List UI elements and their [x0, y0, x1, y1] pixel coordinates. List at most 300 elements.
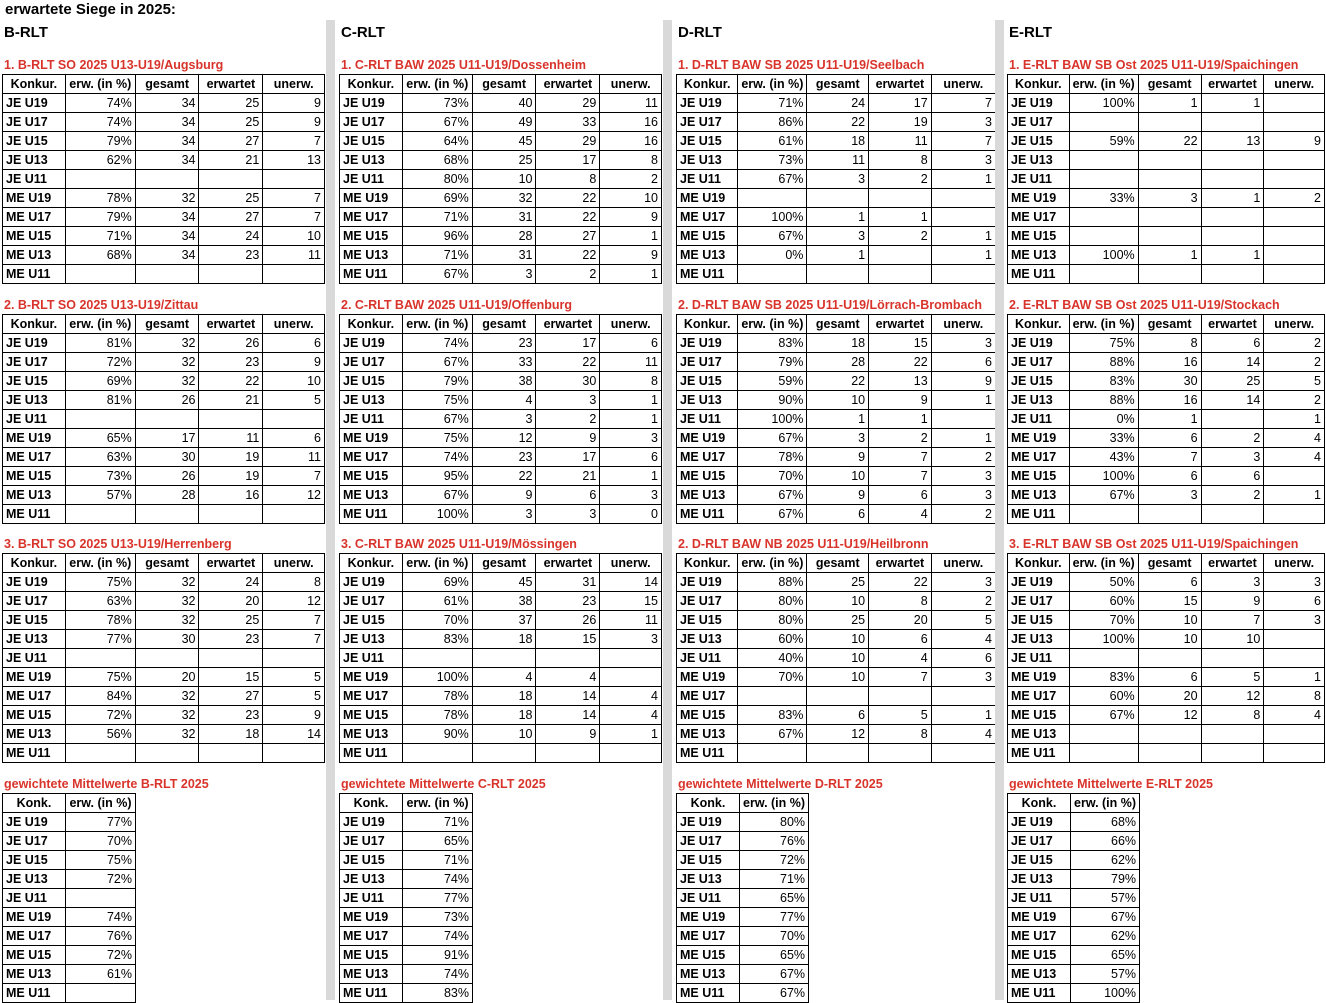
value-cell[interactable]: 22	[536, 208, 600, 227]
value-cell[interactable]: 15	[199, 668, 263, 687]
value-cell[interactable]: 1	[1264, 486, 1325, 505]
category-cell[interactable]: JE U13	[340, 630, 403, 649]
category-cell[interactable]: JE U15	[340, 611, 403, 630]
category-cell[interactable]: ME U11	[677, 265, 738, 284]
value-cell[interactable]: 10	[807, 592, 869, 611]
category-cell[interactable]: ME U19	[677, 429, 738, 448]
value-cell[interactable]: 32	[135, 353, 199, 372]
category-cell[interactable]: ME U13	[340, 246, 403, 265]
value-cell[interactable]: 6	[536, 486, 600, 505]
value-cell[interactable]: 13	[869, 372, 932, 391]
value-cell[interactable]: 17	[536, 334, 600, 353]
value-cell[interactable]: 96%	[402, 227, 472, 246]
value-cell[interactable]: 67%	[1069, 706, 1138, 725]
category-cell[interactable]: JE U17	[340, 592, 403, 611]
category-cell[interactable]: ME U19	[340, 908, 403, 927]
value-cell[interactable]: 10	[1138, 630, 1201, 649]
category-cell[interactable]: ME U19	[3, 429, 66, 448]
value-cell[interactable]: 17	[869, 94, 932, 113]
value-cell[interactable]: 25	[807, 611, 869, 630]
value-cell[interactable]: 62%	[1071, 927, 1140, 946]
value-cell[interactable]: 67%	[1071, 908, 1140, 927]
value-cell[interactable]: 4	[600, 706, 662, 725]
value-cell[interactable]: 65%	[740, 889, 809, 908]
header-cell[interactable]: erw. (in %)	[738, 75, 807, 94]
value-cell[interactable]	[1069, 151, 1138, 170]
value-cell[interactable]: 66%	[1071, 832, 1140, 851]
value-cell[interactable]: 12	[807, 725, 869, 744]
value-cell[interactable]: 14	[536, 687, 600, 706]
value-cell[interactable]: 28	[135, 486, 199, 505]
value-cell[interactable]	[402, 649, 472, 668]
value-cell[interactable]	[1069, 265, 1138, 284]
value-cell[interactable]: 83%	[402, 630, 472, 649]
value-cell[interactable]: 77%	[403, 889, 473, 908]
header-cell[interactable]: gesamt	[807, 315, 869, 334]
header-cell[interactable]: erwartet	[1201, 315, 1264, 334]
value-cell[interactable]: 9	[263, 706, 325, 725]
header-cell[interactable]: erwartet	[199, 75, 263, 94]
value-cell[interactable]: 6	[869, 630, 932, 649]
value-cell[interactable]: 65%	[1071, 946, 1140, 965]
value-cell[interactable]	[65, 265, 135, 284]
value-cell[interactable]: 9	[807, 448, 869, 467]
value-cell[interactable]: 30	[536, 372, 600, 391]
value-cell[interactable]: 79%	[738, 353, 807, 372]
value-cell[interactable]: 9	[263, 113, 325, 132]
header-cell[interactable]: Konkur.	[1008, 315, 1070, 334]
value-cell[interactable]: 2	[931, 592, 995, 611]
category-cell[interactable]: ME U17	[340, 208, 403, 227]
value-cell[interactable]: 8	[600, 372, 662, 391]
value-cell[interactable]	[1264, 744, 1325, 763]
value-cell[interactable]: 1	[869, 410, 932, 429]
value-cell[interactable]: 83%	[1069, 668, 1138, 687]
value-cell[interactable]: 100%	[1069, 467, 1138, 486]
value-cell[interactable]	[1264, 246, 1325, 265]
value-cell[interactable]: 80%	[740, 813, 809, 832]
header-cell[interactable]: gesamt	[472, 75, 536, 94]
value-cell[interactable]: 100%	[1071, 984, 1140, 1003]
value-cell[interactable]: 31	[472, 208, 536, 227]
category-cell[interactable]: ME U15	[1008, 946, 1071, 965]
value-cell[interactable]: 18	[807, 334, 869, 353]
value-cell[interactable]: 59%	[738, 372, 807, 391]
value-cell[interactable]: 78%	[738, 448, 807, 467]
value-cell[interactable]: 83%	[403, 984, 473, 1003]
category-cell[interactable]: ME U13	[1008, 965, 1071, 984]
value-cell[interactable]: 10	[807, 630, 869, 649]
value-cell[interactable]: 26	[135, 391, 199, 410]
value-cell[interactable]: 12	[263, 592, 325, 611]
value-cell[interactable]: 28	[807, 353, 869, 372]
value-cell[interactable]: 57%	[65, 486, 135, 505]
header-cell[interactable]: erw. (in %)	[1069, 554, 1138, 573]
category-cell[interactable]: JE U17	[1008, 592, 1070, 611]
value-cell[interactable]	[1138, 505, 1201, 524]
value-cell[interactable]	[536, 649, 600, 668]
category-cell[interactable]: JE U17	[340, 113, 403, 132]
value-cell[interactable]: 24	[807, 94, 869, 113]
value-cell[interactable]: 30	[135, 448, 199, 467]
value-cell[interactable]: 88%	[1069, 391, 1138, 410]
header-cell[interactable]: unerw.	[1264, 75, 1325, 94]
value-cell[interactable]: 11	[199, 429, 263, 448]
category-cell[interactable]: ME U17	[677, 448, 738, 467]
value-cell[interactable]	[807, 265, 869, 284]
header-cell[interactable]: unerw.	[931, 554, 995, 573]
header-cell[interactable]: Konk.	[340, 794, 403, 813]
value-cell[interactable]: 2	[931, 448, 995, 467]
category-cell[interactable]: JE U15	[1008, 372, 1070, 391]
value-cell[interactable]	[1138, 265, 1201, 284]
value-cell[interactable]: 25	[199, 611, 263, 630]
value-cell[interactable]: 19	[869, 113, 932, 132]
header-cell[interactable]: erw. (in %)	[738, 554, 807, 573]
category-cell[interactable]: JE U11	[3, 649, 66, 668]
header-cell[interactable]: erw. (in %)	[65, 315, 135, 334]
category-cell[interactable]: ME U19	[340, 189, 403, 208]
category-cell[interactable]: JE U11	[677, 649, 738, 668]
value-cell[interactable]: 9	[263, 353, 325, 372]
value-cell[interactable]: 6	[1201, 467, 1264, 486]
category-cell[interactable]: ME U15	[677, 467, 738, 486]
value-cell[interactable]: 2	[600, 170, 662, 189]
value-cell[interactable]: 1	[931, 706, 995, 725]
value-cell[interactable]	[1069, 208, 1138, 227]
value-cell[interactable]: 4	[931, 725, 995, 744]
value-cell[interactable]: 9	[600, 246, 662, 265]
value-cell[interactable]: 100%	[1069, 94, 1138, 113]
value-cell[interactable]: 4	[472, 391, 536, 410]
value-cell[interactable]	[1069, 505, 1138, 524]
value-cell[interactable]: 12	[1201, 687, 1264, 706]
value-cell[interactable]: 79%	[1071, 870, 1140, 889]
value-cell[interactable]: 71%	[740, 870, 809, 889]
category-cell[interactable]: ME U15	[677, 946, 740, 965]
value-cell[interactable]: 3	[1201, 573, 1264, 592]
category-cell[interactable]: ME U13	[1008, 246, 1070, 265]
category-cell[interactable]: JE U15	[1008, 611, 1070, 630]
value-cell[interactable]: 10	[472, 170, 536, 189]
value-cell[interactable]: 33	[536, 113, 600, 132]
value-cell[interactable]	[65, 744, 135, 763]
category-cell[interactable]: ME U15	[677, 227, 738, 246]
value-cell[interactable]: 1	[869, 208, 932, 227]
value-cell[interactable]	[65, 170, 135, 189]
value-cell[interactable]: 77%	[740, 908, 809, 927]
header-cell[interactable]: erw. (in %)	[738, 315, 807, 334]
value-cell[interactable]: 74%	[402, 448, 472, 467]
category-cell[interactable]: ME U13	[677, 965, 740, 984]
value-cell[interactable]: 28	[472, 227, 536, 246]
category-cell[interactable]: ME U17	[3, 448, 66, 467]
value-cell[interactable]: 71%	[402, 246, 472, 265]
value-cell[interactable]	[869, 246, 932, 265]
value-cell[interactable]: 10	[807, 649, 869, 668]
header-cell[interactable]: unerw.	[263, 315, 325, 334]
category-cell[interactable]: ME U15	[340, 227, 403, 246]
category-cell[interactable]: JE U17	[3, 592, 66, 611]
value-cell[interactable]: 16	[600, 113, 662, 132]
value-cell[interactable]: 84%	[65, 687, 135, 706]
value-cell[interactable]: 69%	[402, 573, 472, 592]
value-cell[interactable]: 67%	[402, 265, 472, 284]
category-cell[interactable]: ME U13	[340, 965, 403, 984]
value-cell[interactable]: 22	[807, 113, 869, 132]
category-cell[interactable]: JE U15	[1008, 132, 1070, 151]
value-cell[interactable]: 5	[931, 611, 995, 630]
value-cell[interactable]: 10	[807, 668, 869, 687]
value-cell[interactable]: 2	[1264, 334, 1325, 353]
value-cell[interactable]: 86%	[738, 113, 807, 132]
value-cell[interactable]: 22	[536, 189, 600, 208]
category-cell[interactable]: ME U11	[340, 984, 403, 1003]
value-cell[interactable]: 11	[263, 246, 325, 265]
value-cell[interactable]: 32	[472, 189, 536, 208]
value-cell[interactable]	[1069, 113, 1138, 132]
value-cell[interactable]: 78%	[65, 611, 135, 630]
category-cell[interactable]: JE U15	[677, 611, 738, 630]
value-cell[interactable]: 45	[472, 132, 536, 151]
value-cell[interactable]	[1138, 649, 1201, 668]
category-cell[interactable]: JE U13	[340, 391, 403, 410]
value-cell[interactable]: 29	[536, 94, 600, 113]
value-cell[interactable]	[536, 744, 600, 763]
value-cell[interactable]: 7	[1201, 611, 1264, 630]
value-cell[interactable]: 6	[1138, 429, 1201, 448]
value-cell[interactable]	[135, 170, 199, 189]
value-cell[interactable]: 11	[263, 448, 325, 467]
value-cell[interactable]: 32	[135, 687, 199, 706]
value-cell[interactable]: 69%	[65, 372, 135, 391]
category-cell[interactable]: ME U17	[677, 927, 740, 946]
category-cell[interactable]: ME U11	[3, 265, 66, 284]
value-cell[interactable]: 24	[199, 573, 263, 592]
value-cell[interactable]: 0	[600, 505, 662, 524]
value-cell[interactable]: 3	[600, 630, 662, 649]
category-cell[interactable]: ME U17	[340, 448, 403, 467]
value-cell[interactable]	[807, 189, 869, 208]
value-cell[interactable]: 68%	[402, 151, 472, 170]
value-cell[interactable]: 81%	[65, 391, 135, 410]
value-cell[interactable]: 73%	[738, 151, 807, 170]
value-cell[interactable]: 8	[1264, 687, 1325, 706]
header-cell[interactable]: erwartet	[1201, 75, 1264, 94]
header-cell[interactable]: erwartet	[869, 75, 932, 94]
value-cell[interactable]: 67%	[738, 429, 807, 448]
value-cell[interactable]: 61%	[738, 132, 807, 151]
category-cell[interactable]: JE U15	[677, 851, 740, 870]
category-cell[interactable]: ME U13	[1008, 486, 1070, 505]
value-cell[interactable]: 16	[199, 486, 263, 505]
value-cell[interactable]: 7	[263, 208, 325, 227]
category-cell[interactable]: JE U17	[340, 832, 403, 851]
value-cell[interactable]	[1069, 725, 1138, 744]
value-cell[interactable]	[869, 189, 932, 208]
value-cell[interactable]: 3	[472, 505, 536, 524]
category-cell[interactable]: JE U19	[1008, 94, 1070, 113]
value-cell[interactable]	[869, 744, 932, 763]
value-cell[interactable]: 4	[1264, 429, 1325, 448]
value-cell[interactable]: 6	[263, 334, 325, 353]
value-cell[interactable]: 34	[135, 151, 199, 170]
value-cell[interactable]: 32	[135, 706, 199, 725]
value-cell[interactable]: 29	[536, 132, 600, 151]
category-cell[interactable]: JE U11	[677, 170, 738, 189]
category-cell[interactable]: ME U17	[677, 208, 738, 227]
value-cell[interactable]: 25	[807, 573, 869, 592]
value-cell[interactable]	[1201, 227, 1264, 246]
value-cell[interactable]: 21	[199, 151, 263, 170]
value-cell[interactable]: 1	[931, 391, 995, 410]
value-cell[interactable]	[1138, 744, 1201, 763]
value-cell[interactable]: 67%	[738, 505, 807, 524]
value-cell[interactable]: 25	[472, 151, 536, 170]
value-cell[interactable]: 6	[931, 649, 995, 668]
value-cell[interactable]: 7	[869, 467, 932, 486]
value-cell[interactable]: 75%	[65, 573, 135, 592]
header-cell[interactable]: Konkur.	[340, 75, 403, 94]
value-cell[interactable]: 75%	[65, 668, 135, 687]
category-cell[interactable]: JE U17	[677, 353, 738, 372]
value-cell[interactable]	[1201, 744, 1264, 763]
value-cell[interactable]: 1	[600, 410, 662, 429]
value-cell[interactable]: 78%	[402, 687, 472, 706]
value-cell[interactable]: 22	[536, 246, 600, 265]
category-cell[interactable]: JE U13	[340, 151, 403, 170]
value-cell[interactable]	[199, 265, 263, 284]
value-cell[interactable]: 1	[1201, 246, 1264, 265]
header-cell[interactable]: unerw.	[600, 75, 662, 94]
value-cell[interactable]	[931, 744, 995, 763]
header-cell[interactable]: unerw.	[263, 75, 325, 94]
value-cell[interactable]: 63%	[65, 448, 135, 467]
value-cell[interactable]: 16	[1138, 391, 1201, 410]
value-cell[interactable]: 27	[199, 208, 263, 227]
category-cell[interactable]: JE U13	[1008, 870, 1071, 889]
value-cell[interactable]: 65%	[65, 429, 135, 448]
value-cell[interactable]: 6	[807, 505, 869, 524]
value-cell[interactable]: 3	[931, 486, 995, 505]
category-cell[interactable]: JE U19	[1008, 334, 1070, 353]
value-cell[interactable]: 6	[1138, 573, 1201, 592]
header-cell[interactable]: erw. (in %)	[1069, 75, 1138, 94]
value-cell[interactable]: 3	[472, 410, 536, 429]
header-cell[interactable]: erw. (in %)	[66, 794, 136, 813]
value-cell[interactable]: 67%	[738, 170, 807, 189]
value-cell[interactable]: 18	[807, 132, 869, 151]
category-cell[interactable]: ME U19	[677, 668, 738, 687]
header-cell[interactable]: gesamt	[472, 315, 536, 334]
value-cell[interactable]: 80%	[402, 170, 472, 189]
category-cell[interactable]: JE U11	[340, 170, 403, 189]
value-cell[interactable]: 3	[931, 113, 995, 132]
value-cell[interactable]: 11	[807, 151, 869, 170]
value-cell[interactable]	[263, 410, 325, 429]
value-cell[interactable]: 5	[869, 706, 932, 725]
value-cell[interactable]	[1201, 170, 1264, 189]
category-cell[interactable]: JE U11	[3, 889, 66, 908]
value-cell[interactable]: 2	[931, 505, 995, 524]
value-cell[interactable]	[135, 744, 199, 763]
value-cell[interactable]	[1069, 744, 1138, 763]
value-cell[interactable]: 1	[931, 170, 995, 189]
value-cell[interactable]: 3	[1264, 611, 1325, 630]
value-cell[interactable]: 5	[1264, 372, 1325, 391]
value-cell[interactable]: 32	[135, 372, 199, 391]
value-cell[interactable]: 22	[536, 353, 600, 372]
value-cell[interactable]: 83%	[738, 706, 807, 725]
category-cell[interactable]: ME U15	[340, 946, 403, 965]
category-cell[interactable]: JE U17	[1008, 353, 1070, 372]
value-cell[interactable]: 88%	[738, 573, 807, 592]
value-cell[interactable]: 8	[1138, 334, 1201, 353]
value-cell[interactable]	[1138, 725, 1201, 744]
value-cell[interactable]	[1069, 170, 1138, 189]
value-cell[interactable]: 81%	[65, 334, 135, 353]
value-cell[interactable]: 2	[536, 265, 600, 284]
value-cell[interactable]: 3	[1138, 189, 1201, 208]
value-cell[interactable]: 1	[1138, 246, 1201, 265]
value-cell[interactable]: 8	[869, 151, 932, 170]
value-cell[interactable]	[1264, 113, 1325, 132]
value-cell[interactable]: 16	[1138, 353, 1201, 372]
value-cell[interactable]: 10	[263, 372, 325, 391]
value-cell[interactable]: 5	[263, 687, 325, 706]
header-cell[interactable]: erw. (in %)	[1069, 315, 1138, 334]
category-cell[interactable]: ME U15	[3, 467, 66, 486]
category-cell[interactable]: JE U19	[1008, 573, 1070, 592]
value-cell[interactable]: 37	[472, 611, 536, 630]
header-cell[interactable]: Konkur.	[1008, 554, 1070, 573]
value-cell[interactable]: 20	[199, 592, 263, 611]
category-cell[interactable]: ME U15	[340, 706, 403, 725]
category-cell[interactable]: JE U17	[677, 113, 738, 132]
value-cell[interactable]: 68%	[1071, 813, 1140, 832]
value-cell[interactable]: 74%	[402, 334, 472, 353]
category-cell[interactable]: JE U15	[1008, 851, 1071, 870]
value-cell[interactable]: 5	[263, 391, 325, 410]
category-cell[interactable]: ME U17	[677, 687, 738, 706]
value-cell[interactable]: 74%	[65, 113, 135, 132]
value-cell[interactable]: 70%	[740, 927, 809, 946]
value-cell[interactable]: 100%	[738, 208, 807, 227]
value-cell[interactable]: 100%	[1069, 630, 1138, 649]
header-cell[interactable]: erw. (in %)	[740, 794, 809, 813]
category-cell[interactable]: JE U13	[677, 151, 738, 170]
value-cell[interactable]: 9	[536, 429, 600, 448]
value-cell[interactable]: 78%	[402, 706, 472, 725]
value-cell[interactable]: 30	[135, 630, 199, 649]
category-cell[interactable]: JE U13	[1008, 151, 1070, 170]
value-cell[interactable]	[1264, 151, 1325, 170]
value-cell[interactable]: 1	[600, 265, 662, 284]
value-cell[interactable]: 2	[869, 227, 932, 246]
value-cell[interactable]: 10	[1201, 630, 1264, 649]
value-cell[interactable]	[600, 649, 662, 668]
value-cell[interactable]: 22	[1138, 132, 1201, 151]
header-cell[interactable]: gesamt	[807, 75, 869, 94]
value-cell[interactable]: 100%	[402, 668, 472, 687]
value-cell[interactable]: 34	[135, 227, 199, 246]
value-cell[interactable]: 31	[536, 573, 600, 592]
value-cell[interactable]: 25	[199, 189, 263, 208]
category-cell[interactable]: JE U15	[340, 132, 403, 151]
header-cell[interactable]: Konk.	[3, 794, 66, 813]
value-cell[interactable]: 23	[472, 334, 536, 353]
header-cell[interactable]: erwartet	[536, 315, 600, 334]
